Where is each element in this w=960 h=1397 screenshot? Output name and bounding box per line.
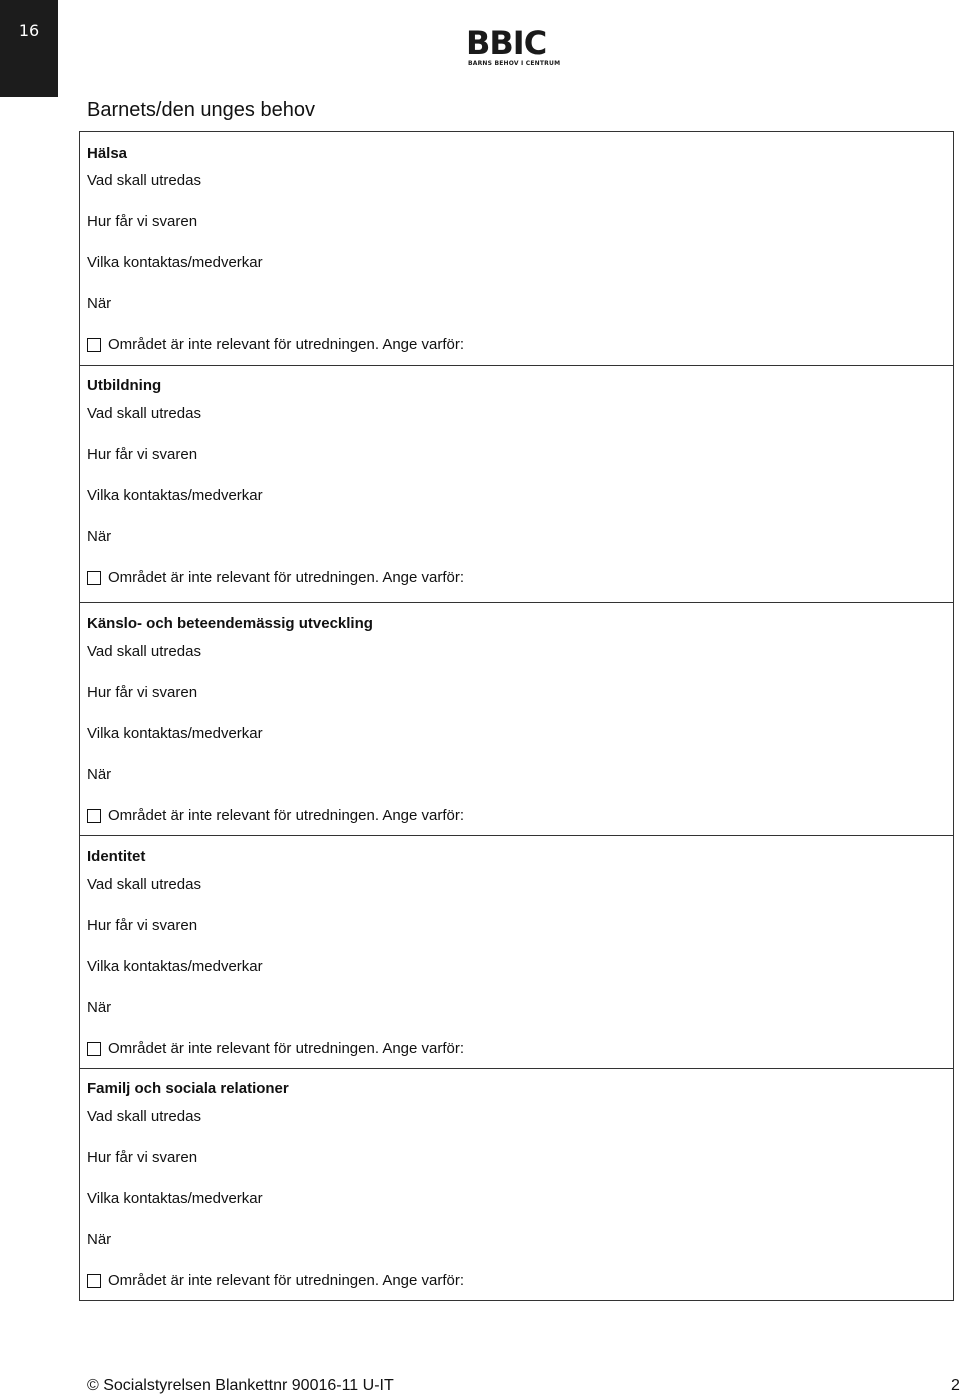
field-vad-skall-utredas[interactable]: Vad skall utredas (87, 172, 201, 189)
logo-subtitle: BARNS BEHOV I CENTRUM (468, 60, 561, 67)
field-nar[interactable]: När (87, 766, 112, 783)
not-relevant-label: Området är inte relevant för utredningen. Ange varför: (108, 1272, 465, 1289)
footer-copyright: © Socialstyrelsen Blankettnr 90016-11 U-IT (87, 1377, 394, 1394)
not-relevant-checkbox[interactable] (87, 338, 101, 352)
field-vad-skall-utredas[interactable]: Vad skall utredas (87, 876, 201, 893)
footer-page-number: 2 (951, 1377, 960, 1394)
logo-word: BBIC (466, 24, 547, 62)
not-relevant-checkbox[interactable] (87, 571, 101, 585)
field-vilka-kontaktas[interactable]: Vilka kontaktas/medverkar (87, 254, 263, 271)
needs-form (79, 131, 954, 1301)
page-number: 16 (18, 21, 40, 40)
field-hur-far-vi-svaren[interactable]: Hur får vi svaren (87, 917, 198, 934)
section-heading: Utbildning (87, 377, 162, 394)
field-vad-skall-utredas[interactable]: Vad skall utredas (87, 405, 201, 422)
field-hur-far-vi-svaren[interactable]: Hur får vi svaren (87, 684, 198, 701)
field-vilka-kontaktas[interactable]: Vilka kontaktas/medverkar (87, 487, 263, 504)
field-vilka-kontaktas[interactable]: Vilka kontaktas/medverkar (87, 1190, 263, 1207)
field-hur-far-vi-svaren[interactable]: Hur får vi svaren (87, 1149, 198, 1166)
field-vilka-kontaktas[interactable]: Vilka kontaktas/medverkar (87, 958, 263, 975)
not-relevant-label: Området är inte relevant för utredningen. Ange varför: (108, 1040, 465, 1057)
field-vad-skall-utredas[interactable]: Vad skall utredas (87, 1108, 201, 1125)
field-hur-far-vi-svaren[interactable]: Hur får vi svaren (87, 213, 198, 230)
section-heading: Känslo- och beteendemässig utveckling (87, 615, 373, 632)
field-nar[interactable]: När (87, 528, 112, 545)
field-nar[interactable]: När (87, 999, 112, 1016)
not-relevant-label: Området är inte relevant för utredningen. Ange varför: (108, 336, 465, 353)
page-number-tab (0, 0, 58, 97)
section-kanslo-beteende (80, 602, 953, 836)
bbic-logo (466, 24, 570, 69)
not-relevant-checkbox[interactable] (87, 809, 101, 823)
section-heading: Identitet (87, 848, 146, 865)
section-identitet (80, 835, 953, 1069)
not-relevant-checkbox[interactable] (87, 1042, 101, 1056)
field-vilka-kontaktas[interactable]: Vilka kontaktas/medverkar (87, 725, 263, 742)
form-title: Barnets/den unges behov (87, 99, 315, 121)
field-hur-far-vi-svaren[interactable]: Hur får vi svaren (87, 446, 198, 463)
section-heading: Familj och sociala relationer (87, 1080, 289, 1097)
field-vad-skall-utredas[interactable]: Vad skall utredas (87, 643, 201, 660)
section-halsa (80, 132, 953, 365)
section-familj-relationer (80, 1068, 953, 1301)
not-relevant-label: Området är inte relevant för utredningen. Ange varför: (108, 807, 465, 824)
not-relevant-label: Området är inte relevant för utredningen. Ange varför: (108, 569, 465, 586)
field-nar[interactable]: När (87, 1231, 112, 1248)
section-heading: Hälsa (87, 145, 128, 162)
field-nar[interactable]: När (87, 295, 112, 312)
not-relevant-checkbox[interactable] (87, 1274, 101, 1288)
section-utbildning (80, 365, 953, 603)
